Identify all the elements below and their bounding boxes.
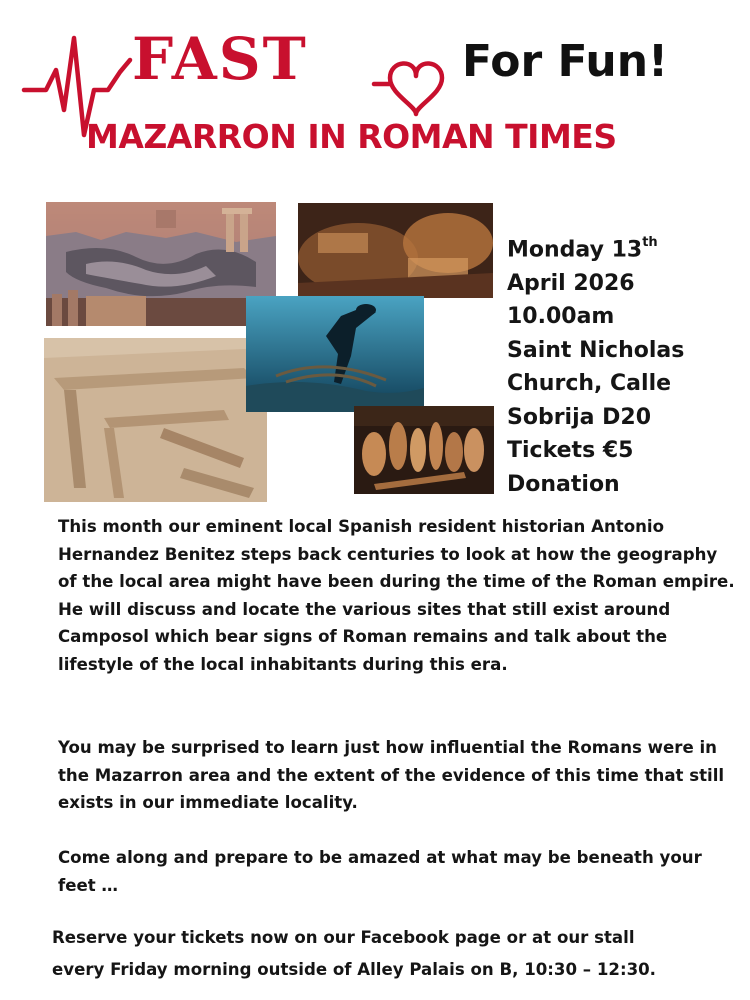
amphorae-photo [354, 406, 494, 494]
event-details [507, 228, 737, 501]
venue-line-3: Sobrija D20 [507, 404, 652, 430]
description-paragraph-3: Come along and prepare to be amazed at what may be beneath your feet … [58, 848, 702, 895]
event-title: MAZARRON IN ROMAN TIMES [86, 117, 617, 156]
event-month-year: April 2026 [507, 270, 635, 296]
ticket-note: Donation [507, 471, 620, 497]
ticket-price: Tickets €5 [507, 438, 634, 464]
description-paragraph-1: This month our eminent local Spanish resident historian Antonio Hernandez Benitez steps back centuries to look at how the geography of the local area might have been during the time of the Roman empire. He will discuss and locate the various sites that still exist around Camposol which bear signs of Roman remains and talk about the lifestyle of the local inhabitants during this era. [58, 517, 735, 674]
event-date: Monday 13th [507, 235, 658, 263]
event-time: 10.00am [507, 304, 615, 330]
logo-wordmark: FAST [132, 25, 308, 93]
reservation-line-2: every Friday morning outside of Alley Palais on B, 10:30 – 12:30. [52, 960, 656, 979]
venue-line-1: Saint Nicholas [507, 337, 685, 363]
ruins-foundation-photo [44, 338, 267, 502]
description-paragraph-2: You may be surprised to learn just how influential the Romans were in the Mazarron area and the extent of the evidence of this time that still exists in our immediate locality. [58, 738, 725, 813]
roman-empire-map-photo [46, 202, 276, 326]
tagline: For Fun! [462, 36, 669, 87]
venue-line-2: Church, Calle [507, 371, 672, 397]
reservation-info [52, 922, 742, 986]
reservation-line-1: Reserve your tickets now on our Facebook page or at our stall [52, 928, 635, 947]
underwater-diver-photo [246, 296, 424, 412]
excavation-site-photo [298, 203, 493, 298]
